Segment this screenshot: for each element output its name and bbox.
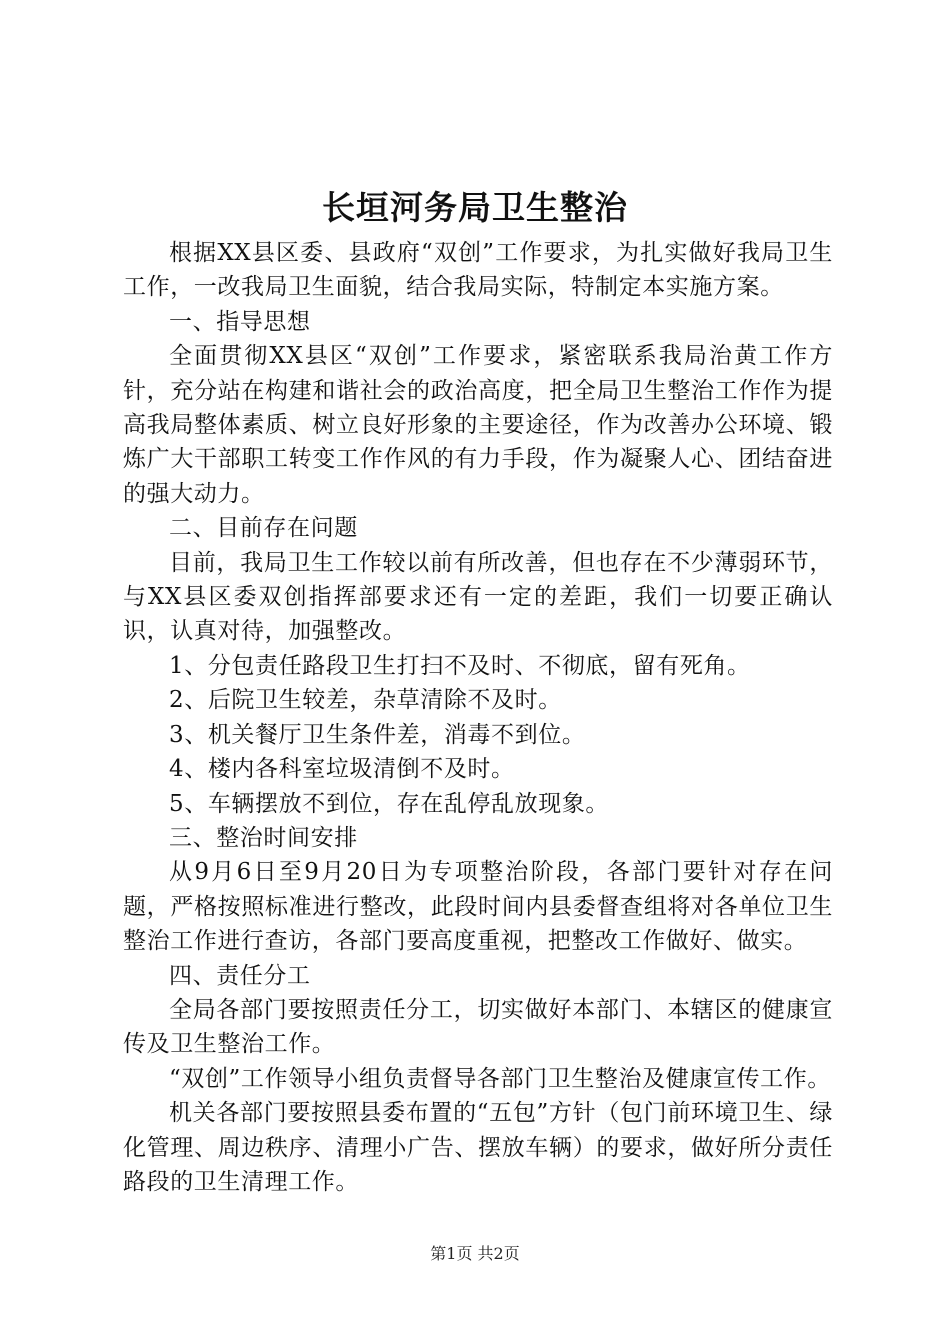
section-heading-current-problems: 二、目前存在问题 [169,515,358,542]
paragraph-schedule: 从9月6日至9月20日为专项整治阶段，各部门要针对存在问题，严格按照标准进行整改，此段时间内县委督查组将对各单位卫生整治工作进行查访，各部门要高度重视，把整改工作做好、做实。 [123,859,833,955]
list-item-problem-5: 5、车辆摆放不到位，存在乱停乱放现象。 [169,790,610,817]
section-heading-schedule: 三、整治时间安排 [169,824,358,851]
section-heading-responsibilities: 四、责任分工 [169,962,311,989]
list-item-problem-3: 3、机关餐厅卫生条件差，消毒不到位。 [169,721,586,748]
page-number-footer: 第1页 共2页 [430,1244,520,1263]
paragraph-responsibility-departments: 全局各部门要按照责任分工，切实做好本部门、本辖区的健康宣传及卫生整治工作。 [123,996,833,1058]
paragraph-responsibility-five-packages: 机关各部门要按照县委布置的“五包”方针（包门前环境卫生、绿化管理、周边秩序、清理小广告、摆放车辆）的要求，做好所分责任路段的卫生清理工作。 [123,1100,833,1195]
section-heading-guiding-thought: 一、指导思想 [169,308,311,335]
paragraph-guiding-thought: 全面贯彻XX县区“双创”工作要求，紧密联系我局治黄工作方针，充分站在构建和谐社会的政治高度，把全局卫生整治工作作为提高我局整体素质、树立良好形象的主要途径，作为改善办公环境、锻炼广大干部职工转变工作作风的有力手段，作为凝聚人心、团结奋进的强大动力。 [123,343,833,507]
document-body [123,236,833,1199]
paragraph-intro: 根据XX县区委、县政府“双创”工作要求，为扎实做好我局卫生工作，一改我局卫生面貌，结合我局实际，特制定本实施方案。 [123,240,833,301]
paragraph-current-problems: 目前，我局卫生工作较以前有所改善，但也存在不少薄弱环节，与XX县区委双创指挥部要求还有一定的差距，我们一切要正确认识，认真对待，加强整改。 [123,549,833,645]
list-item-problem-2: 2、后院卫生较差，杂草清除不及时。 [169,687,562,714]
document-title: 长垣河务局卫生整治 [322,188,628,227]
list-item-problem-1: 1、分包责任路段卫生打扫不及时、不彻底，留有死角。 [169,652,751,679]
list-item-problem-4: 4、楼内各科室垃圾清倒不及时。 [169,756,515,783]
paragraph-responsibility-leadership: “双创”工作领导小组负责督导各部门卫生整治及健康宣传工作。 [169,1065,831,1092]
